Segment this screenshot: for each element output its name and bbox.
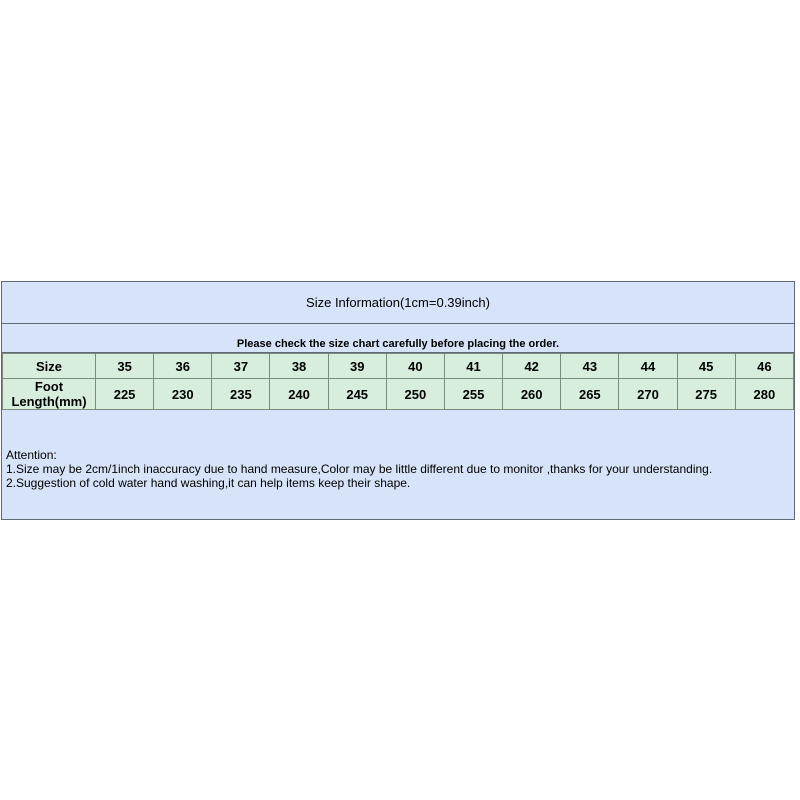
attention-line-2: 2.Suggestion of cold water hand washing,it can help items keep their shape.	[6, 476, 411, 490]
foot-length-cell: 280	[735, 379, 793, 410]
size-cell: 41	[444, 354, 502, 379]
foot-length-cell: 275	[677, 379, 735, 410]
attention-heading: Attention:	[6, 448, 57, 462]
size-cell: 44	[619, 354, 677, 379]
foot-length-cell: 235	[212, 379, 270, 410]
attention-section	[2, 410, 794, 519]
size-cell: 36	[154, 354, 212, 379]
foot-length-cell: 265	[561, 379, 619, 410]
foot-length-cell: 270	[619, 379, 677, 410]
size-info-panel	[1, 281, 795, 520]
foot-length-cell: 250	[386, 379, 444, 410]
size-cell: 37	[212, 354, 270, 379]
foot-length-cell: 230	[154, 379, 212, 410]
size-row	[3, 354, 794, 379]
foot-length-cell: 255	[444, 379, 502, 410]
size-chart-title: Size Information(1cm=0.39inch)	[2, 282, 794, 324]
size-cell: 45	[677, 354, 735, 379]
size-cell: 46	[735, 354, 793, 379]
size-table	[2, 353, 794, 410]
size-cell: 38	[270, 354, 328, 379]
foot-length-cell: 240	[270, 379, 328, 410]
foot-length-cell: 260	[503, 379, 561, 410]
size-chart-subtitle: Please check the size chart carefully before placing the order.	[2, 324, 794, 353]
size-cell: 42	[503, 354, 561, 379]
foot-length-cell: 225	[96, 379, 154, 410]
foot-length-row-label: Foot Length(mm)	[3, 379, 96, 410]
size-row-label: Size	[3, 354, 96, 379]
size-cell: 40	[386, 354, 444, 379]
size-cell: 35	[96, 354, 154, 379]
size-cell: 39	[328, 354, 386, 379]
size-cell: 43	[561, 354, 619, 379]
foot-length-row	[3, 379, 794, 410]
foot-length-cell: 245	[328, 379, 386, 410]
attention-line-1: 1.Size may be 2cm/1inch inaccuracy due to hand measure,Color may be little different due to monitor ,thanks for your understanding.	[6, 462, 713, 476]
